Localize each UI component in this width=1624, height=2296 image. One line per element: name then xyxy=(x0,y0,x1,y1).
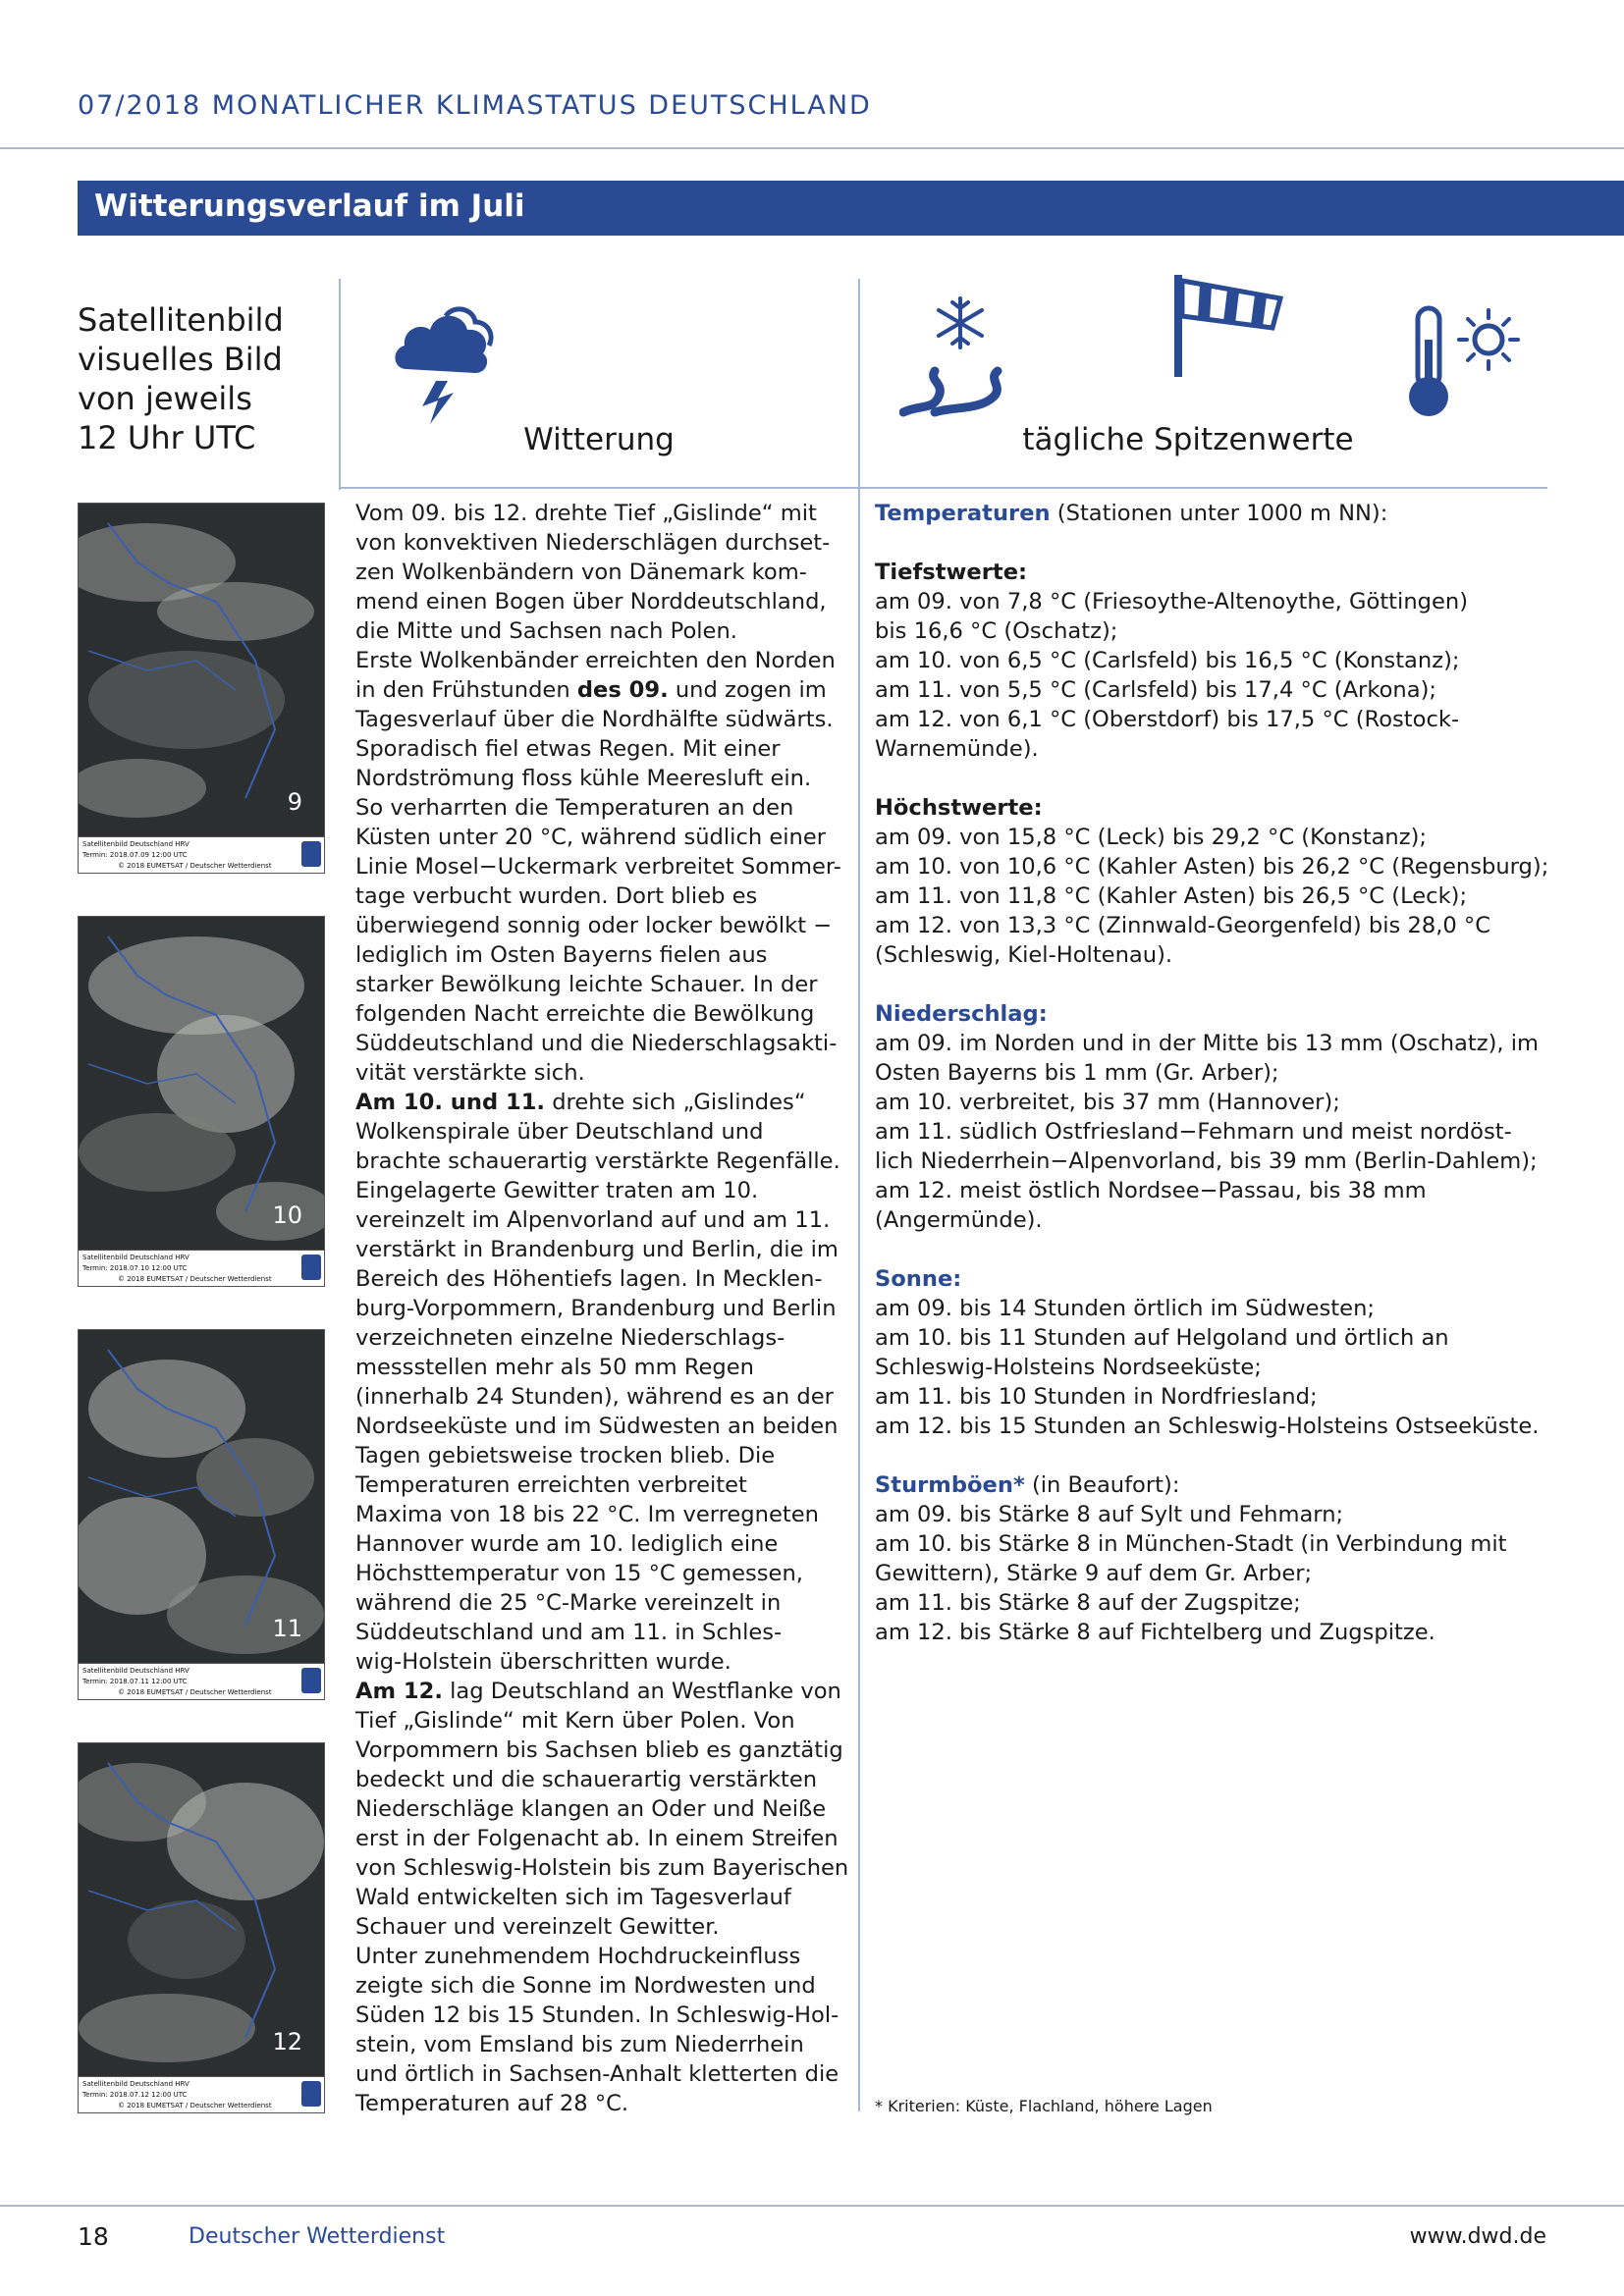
footer-url: www.dwd.de xyxy=(1409,2224,1546,2249)
category-title: Sturmböen* xyxy=(875,1472,1025,1498)
extreme-value-line: am 10. von 6,5 °C (Carlsfeld) bis 16,5 °C (Konstanz); xyxy=(875,648,1460,673)
narrative-line xyxy=(355,1441,846,1470)
narrative-line xyxy=(355,1323,846,1353)
extreme-value-line: am 09. bis 14 Stunden örtlich im Südwesten; xyxy=(875,1296,1375,1321)
narrative-text: Küsten unter 20 °C, während südlich einer xyxy=(355,825,827,850)
narrative-line xyxy=(355,1029,846,1058)
narrative-text: Nordseeküste und im Südwesten an beiden xyxy=(355,1414,839,1439)
narrative-line xyxy=(355,911,846,940)
narrative-text: brachte schauerartig verstärkte Regenfälle. xyxy=(355,1148,840,1174)
narrative-line xyxy=(355,2001,846,2030)
narrative-text: drehte sich „Gislindes“ xyxy=(545,1090,806,1115)
weather-narrative xyxy=(355,499,849,2118)
footnote: * Kriterien: Küste, Flachland, höhere Lagen xyxy=(875,2097,1213,2115)
footer-organization: Deutscher Wetterdienst xyxy=(189,2224,446,2249)
narrative-line xyxy=(355,1529,846,1559)
narrative-line xyxy=(355,1382,846,1412)
narrative-text: bedeckt und die schauerartig verstärkten xyxy=(355,1767,818,1792)
column-divider-right xyxy=(858,279,860,2111)
satellite-image-10 xyxy=(78,916,325,1287)
satellite-caption xyxy=(79,836,324,873)
satellite-texture xyxy=(79,917,324,1250)
narrative-text: Temperaturen auf 28 °C. xyxy=(355,2091,629,2116)
narrative-text: Süddeutschland und am 11. in Schles- xyxy=(355,1620,783,1645)
narrative-text: von konvektiven Niederschlägen durchset- xyxy=(355,530,831,556)
satellite-day-number: 10 xyxy=(272,1201,302,1229)
narrative-line xyxy=(355,1912,846,1942)
narrative-text: verzeichneten einzelne Niederschlags- xyxy=(355,1325,785,1351)
narrative-line xyxy=(355,940,846,970)
windsock-icon xyxy=(1170,271,1288,379)
narrative-text: Sporadisch fiel etwas Regen. Mit einer xyxy=(355,736,781,762)
category-title: Niederschlag: xyxy=(875,1001,1048,1027)
dwd-logo-icon xyxy=(301,2081,321,2107)
narrative-line xyxy=(355,1853,849,1883)
narrative-text: Eingelagerte Gewitter traten am 10. xyxy=(355,1178,759,1203)
subcategory-heading: Tiefstwerte: xyxy=(875,560,1028,585)
spacer xyxy=(875,1441,1592,1470)
narrative-text: Maxima von 18 bis 22 °C. Im verregneten xyxy=(355,1502,819,1527)
caption-line: © 2018 EUMETSAT / Deutscher Wetterdienst xyxy=(118,1275,272,1283)
narrative-line xyxy=(355,616,846,646)
satellite-day-number: 9 xyxy=(287,788,302,816)
category-heading xyxy=(875,499,1592,528)
extreme-value-line: Schleswig-Holsteins Nordseeküste; xyxy=(875,1355,1262,1380)
extreme-value-line: am 10. verbreitet, bis 37 mm (Hannover); xyxy=(875,1090,1340,1115)
narrative-text: vereinzelt im Alpenvorland auf und am 11. xyxy=(355,1207,831,1233)
extreme-value-line: am 11. südlich Ostfriesland−Fehmarn und meist nordöst- xyxy=(875,1119,1512,1145)
narrative-text: und örtlich in Sachsen-Anhalt kletterten die xyxy=(355,2061,839,2087)
caption-line: Termin: 2018.07.10 12:00 UTC xyxy=(82,1264,188,1272)
cloud-lightning-icon xyxy=(389,291,497,428)
narrative-line xyxy=(355,1765,846,1794)
caption-line: Satellitenbild Deutschland HRV xyxy=(82,840,189,848)
narrative-text: Höchsttemperatur von 15 °C gemessen, xyxy=(355,1561,803,1586)
narrative-line xyxy=(355,1205,846,1235)
narrative-line xyxy=(355,587,846,616)
narrative-line xyxy=(355,1559,846,1588)
extreme-value-line: (Schleswig, Kiel-Holtenau). xyxy=(875,942,1173,968)
daily-extremes xyxy=(875,499,1592,1647)
extreme-value-line: lich Niederrhein−Alpenvorland, bis 39 mm (Berlin-Dahlem); xyxy=(875,1148,1538,1174)
narrative-line xyxy=(355,499,846,528)
satellite-caption xyxy=(79,1250,324,1286)
satellite-photo xyxy=(79,1330,324,1663)
narrative-line xyxy=(355,558,846,587)
narrative-text: Süddeutschland und die Niederschlagsakti- xyxy=(355,1031,838,1056)
narrative-line xyxy=(355,2030,846,2059)
narrative-line xyxy=(355,1117,846,1147)
spacer xyxy=(875,1235,1592,1264)
caption-line: Satellitenbild Deutschland HRV xyxy=(82,1667,189,1675)
narrative-text: während die 25 °C-Marke vereinzelt in xyxy=(355,1590,782,1616)
narrative-line xyxy=(355,1647,846,1677)
extreme-value-line: Warnemünde). xyxy=(875,736,1039,762)
narrative-text: lediglich im Osten Bayerns fielen aus xyxy=(355,942,768,968)
narrative-text: Unter zunehmendem Hochdruckeinfluss xyxy=(355,1944,801,1969)
footer-divider xyxy=(0,2205,1624,2207)
narrative-line xyxy=(355,1588,846,1618)
extreme-value-line: Osten Bayerns bis 1 mm (Gr. Arber); xyxy=(875,1060,1279,1086)
dwd-logo-icon xyxy=(301,1668,321,1693)
narrative-line xyxy=(355,2089,846,2118)
narrative-line xyxy=(355,881,846,911)
narrative-line xyxy=(355,970,846,999)
narrative-text: Schauer und vereinzelt Gewitter. xyxy=(355,1914,720,1940)
narrative-text: die Mitte und Sachsen nach Polen. xyxy=(355,618,737,644)
extreme-value-line: (Angermünde). xyxy=(875,1207,1043,1233)
extreme-value-line: am 12. bis 15 Stunden an Schleswig-Holsteins Ostseeküste. xyxy=(875,1414,1540,1439)
narrative-line xyxy=(355,1942,846,1971)
satellite-image-11 xyxy=(78,1329,325,1700)
category-heading xyxy=(875,1470,1592,1500)
narrative-text: und zogen im xyxy=(668,677,827,703)
narrative-text: verstärkt in Brandenburg und Berlin, die im xyxy=(355,1237,839,1262)
extreme-value-line: am 12. von 6,1 °C (Oberstdorf) bis 17,5 °C (Rostock- xyxy=(875,707,1460,732)
extreme-value-line: am 09. von 7,8 °C (Friesoythe-Altenoythe, Göttingen) xyxy=(875,589,1469,614)
spacer xyxy=(875,764,1592,793)
narrative-text: burg-Vorpommern, Brandenburg und Berlin xyxy=(355,1296,837,1321)
narrative-text: wig-Holstein überschritten wurde. xyxy=(355,1649,731,1675)
satellite-day-number: 11 xyxy=(272,1615,302,1642)
extreme-value-line: Gewittern), Stärke 9 auf dem Gr. Arber; xyxy=(875,1561,1313,1586)
extreme-value-line: am 09. bis Stärke 8 auf Sylt und Fehmarn; xyxy=(875,1502,1344,1527)
narrative-line xyxy=(355,1147,846,1176)
narrative-text: überwiegend sonnig oder locker bewölkt − xyxy=(355,913,833,938)
satellite-title-line: Satellitenbild xyxy=(78,301,284,339)
narrative-text: zen Wolkenbändern von Dänemark kom- xyxy=(355,560,807,585)
narrative-line xyxy=(355,1264,846,1294)
narrative-text: tage verbucht wurden. Dort blieb es xyxy=(355,883,758,909)
narrative-line xyxy=(355,675,846,705)
extreme-value-line: am 12. bis Stärke 8 auf Fichtelberg und Zugspitze. xyxy=(875,1620,1435,1645)
narrative-text: zeigte sich die Sonne im Nordwesten und xyxy=(355,1973,816,1999)
category-note: (Stationen unter 1000 m NN): xyxy=(1050,501,1388,526)
narrative-text: starker Bewölkung leichte Schauer. In der xyxy=(355,972,818,997)
narrative-text: Erste Wolkenbänder erreichten den Norden xyxy=(355,648,836,673)
satellite-title-line: 12 Uhr UTC xyxy=(78,419,256,456)
weather-column-title: Witterung xyxy=(523,422,675,457)
narrative-date-highlight: Am 10. und 11. xyxy=(355,1090,546,1115)
narrative-line xyxy=(355,646,846,675)
narrative-text: Tagen gebietsweise trocken blieb. Die xyxy=(355,1443,776,1468)
narrative-text: Temperaturen erreichten verbreitet xyxy=(355,1472,747,1498)
narrative-line xyxy=(355,823,846,852)
narrative-line xyxy=(355,793,846,823)
narrative-text: Süden 12 bis 15 Stunden. In Schleswig-Hol- xyxy=(355,2002,839,2028)
satellite-photo xyxy=(79,917,324,1250)
report-header: 07/2018 MONATLICHER KLIMASTATUS DEUTSCHLAND xyxy=(78,90,872,121)
page-number: 18 xyxy=(78,2222,109,2251)
narrative-text: Wald entwickelten sich im Tagesverlauf xyxy=(355,1885,791,1910)
extreme-value-line: am 09. von 15,8 °C (Leck) bis 29,2 °C (Konstanz); xyxy=(875,825,1428,850)
narrative-line xyxy=(355,1706,846,1735)
caption-line: © 2018 EUMETSAT / Deutscher Wetterdienst xyxy=(118,2102,272,2109)
satellite-title-line: visuelles Bild xyxy=(78,341,283,378)
satellite-caption xyxy=(79,2076,324,2112)
narrative-text: folgenden Nacht erreichte die Bewölkung xyxy=(355,1001,815,1027)
satellite-texture xyxy=(79,1743,324,2076)
satellite-texture xyxy=(79,504,324,836)
category-title: Temperaturen xyxy=(875,501,1051,526)
extreme-value-line: am 11. von 11,8 °C (Kahler Asten) bis 26,5 °C (Leck); xyxy=(875,883,1468,909)
narrative-line xyxy=(355,1353,846,1382)
narrative-line xyxy=(355,1088,846,1117)
thermometer-sun-icon xyxy=(1398,304,1526,422)
satellite-image-12 xyxy=(78,1742,325,2113)
extreme-value-line: am 12. meist östlich Nordsee−Passau, bis 38 mm xyxy=(875,1178,1427,1203)
caption-line: Termin: 2018.07.09 12:00 UTC xyxy=(82,851,188,859)
narrative-line xyxy=(355,1735,846,1765)
narrative-date-highlight: Am 12. xyxy=(355,1679,443,1704)
extreme-value-line: am 10. bis Stärke 8 in München-Stadt (in Verbindung mit xyxy=(875,1531,1507,1557)
satellite-title-line: von jeweils xyxy=(78,380,252,417)
caption-line: Satellitenbild Deutschland HRV xyxy=(82,1254,189,1261)
narrative-text: Niederschläge klangen an Oder und Neiße xyxy=(355,1796,827,1822)
narrative-line xyxy=(355,999,846,1029)
category-note: (in Beaufort): xyxy=(1024,1472,1180,1498)
dwd-logo-icon xyxy=(301,1255,321,1280)
extreme-value-line: am 11. bis 10 Stunden in Nordfriesland; xyxy=(875,1384,1318,1410)
narrative-line xyxy=(355,764,846,793)
narrative-text: Linie Mosel−Uckermark verbreitet Sommer- xyxy=(355,854,841,880)
narrative-text: Vorpommern bis Sachsen blieb es ganztätig xyxy=(355,1737,843,1763)
extreme-value-line: am 11. bis Stärke 8 auf der Zugspitze; xyxy=(875,1590,1301,1616)
extreme-value-line: am 10. von 10,6 °C (Kahler Asten) bis 26,2 °C (Regensburg); xyxy=(875,854,1549,880)
narrative-line xyxy=(355,1794,846,1824)
narrative-line xyxy=(355,1176,846,1205)
caption-line: © 2018 EUMETSAT / Deutscher Wetterdienst xyxy=(118,1688,272,1696)
caption-line: © 2018 EUMETSAT / Deutscher Wetterdienst xyxy=(118,862,272,870)
subcategory-heading: Höchstwerte: xyxy=(875,795,1043,821)
narrative-line xyxy=(355,1412,846,1441)
narrative-line xyxy=(355,1294,846,1323)
dwd-logo-icon xyxy=(301,841,321,867)
category-heading xyxy=(875,1264,1592,1294)
caption-line: Termin: 2018.07.12 12:00 UTC xyxy=(82,2091,188,2099)
section-title: Witterungsverlauf im Juli xyxy=(94,188,525,224)
extreme-value-line: am 12. von 13,3 °C (Zinnwald-Georgenfeld) bis 28,0 °C xyxy=(875,913,1491,938)
narrative-line xyxy=(355,1470,846,1500)
extreme-value-line: am 11. von 5,5 °C (Carlsfeld) bis 17,4 °C (Arkona); xyxy=(875,677,1437,703)
narrative-line xyxy=(355,2059,846,2089)
category-title: Sonne: xyxy=(875,1266,962,1292)
narrative-text: So verharrten die Temperaturen an den xyxy=(355,795,794,821)
narrative-text: Vom 09. bis 12. drehte Tief „Gislinde“ mit xyxy=(355,501,817,526)
narrative-line xyxy=(355,1883,846,1912)
narrative-text: stein, vom Emsland bis zum Niederrhein xyxy=(355,2032,804,2057)
narrative-text: erst in der Folgenacht ab. In einem Streifen xyxy=(355,1826,839,1851)
extreme-value-line: bis 16,6 °C (Oschatz); xyxy=(875,618,1118,644)
narrative-text: Bereich des Höhentiefs lagen. In Mecklen- xyxy=(355,1266,823,1292)
satellite-day-number: 12 xyxy=(272,2028,302,2056)
extreme-value-line: am 09. im Norden und in der Mitte bis 13 mm (Oschatz), im xyxy=(875,1031,1540,1056)
narrative-line xyxy=(355,1824,846,1853)
category-heading xyxy=(875,999,1592,1029)
narrative-text: mend einen Bogen über Norddeutschland, xyxy=(355,589,827,614)
satellite-photo xyxy=(79,504,324,836)
satellite-photo xyxy=(79,1743,324,2076)
table-header-rule xyxy=(339,487,1547,489)
narrative-text: (innerhalb 24 Stunden), während es an der xyxy=(355,1384,834,1410)
header-divider xyxy=(0,147,1624,149)
spacer xyxy=(875,970,1592,999)
extreme-value-line: am 10. bis 11 Stunden auf Helgoland und örtlich an xyxy=(875,1325,1449,1351)
narrative-line xyxy=(355,734,846,764)
satellite-column-title xyxy=(78,300,284,457)
narrative-text: Hannover wurde am 10. lediglich eine xyxy=(355,1531,779,1557)
extremes-column-title: tägliche Spitzenwerte xyxy=(1022,422,1354,457)
narrative-line xyxy=(355,852,846,881)
narrative-line xyxy=(355,1618,846,1647)
section-bar xyxy=(78,181,1624,236)
narrative-text: Tief „Gislinde“ mit Kern über Polen. Von xyxy=(355,1708,795,1734)
narrative-text: lag Deutschland an Westflanke von xyxy=(442,1679,841,1704)
narrative-date-highlight: des 09. xyxy=(576,677,669,703)
narrative-text: vität verstärkte sich. xyxy=(355,1060,585,1086)
narrative-line xyxy=(355,1058,846,1088)
column-divider-left xyxy=(339,279,341,490)
spacer xyxy=(875,528,1592,558)
narrative-text: messstellen mehr als 50 mm Regen xyxy=(355,1355,754,1380)
narrative-line xyxy=(355,1971,846,2001)
narrative-text: Nordströmung floss kühle Meeresluft ein. xyxy=(355,766,812,791)
snowflake-road-icon xyxy=(899,294,1017,417)
satellite-caption xyxy=(79,1663,324,1699)
caption-line: Termin: 2018.07.11 12:00 UTC xyxy=(82,1678,188,1685)
narrative-line xyxy=(355,1235,846,1264)
caption-line: Satellitenbild Deutschland HRV xyxy=(82,2080,189,2088)
narrative-text: Tagesverlauf über die Nordhälfte südwärts. xyxy=(355,707,834,732)
narrative-text: Wolkenspirale über Deutschland und xyxy=(355,1119,764,1145)
narrative-text: von Schleswig-Holstein bis zum Bayerischen xyxy=(355,1855,849,1881)
narrative-line xyxy=(355,705,846,734)
narrative-line xyxy=(355,1500,846,1529)
narrative-text: in den Frühstunden xyxy=(355,677,577,703)
narrative-line xyxy=(355,528,846,558)
narrative-line xyxy=(355,1677,846,1706)
satellite-image-09 xyxy=(78,503,325,874)
satellite-texture xyxy=(79,1330,324,1663)
